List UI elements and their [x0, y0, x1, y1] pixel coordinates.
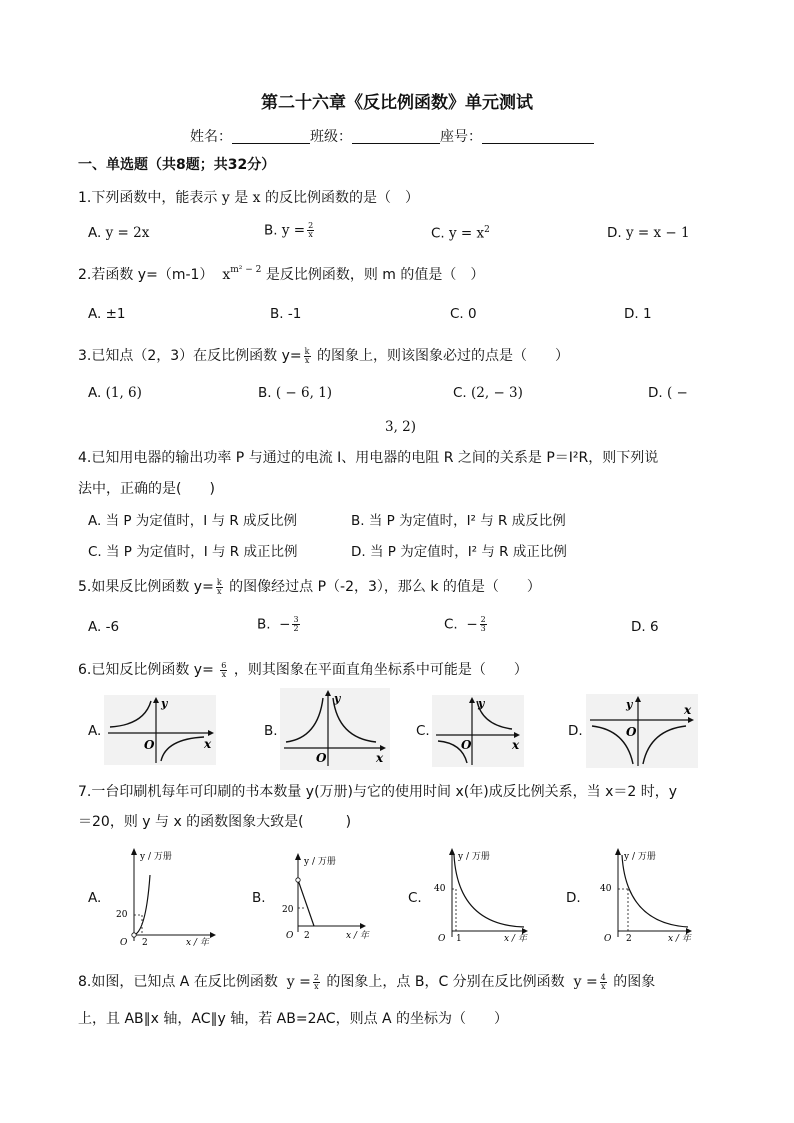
seat-blank[interactable]	[482, 129, 594, 144]
svg-text:20: 20	[116, 910, 128, 920]
q4-option-b[interactable]: B. 当 P 为定值时，I² 与 R 成反比例	[351, 513, 566, 529]
svg-text:O: O	[461, 738, 472, 752]
q6-graph-d[interactable]	[586, 694, 698, 768]
question-3-stem: 3.已知点（2，3）在反比例函数 y= $\frac{k}{x}$ 的图象上，则该图象必过的点是（ ）	[78, 346, 569, 365]
question-1-stem: 1.下列函数中，能表示 y 是 x 的反比例函数的是（ ）	[78, 190, 419, 206]
question-4-line1: 4.已知用电器的输出功率 P 与通过的电流 I、用电器的电阻 R 之间的关系是 P＝I²R，则下列说	[78, 450, 659, 466]
svg-text:y / 万册: y / 万册	[304, 857, 336, 867]
svg-text:y / 万册: y / 万册	[458, 852, 490, 862]
q6-option-c-label[interactable]: C.	[416, 723, 430, 739]
q6-graph-b[interactable]	[280, 688, 390, 770]
q3-option-c[interactable]: C. (2, − 3)	[453, 385, 523, 401]
student-info-line	[190, 126, 594, 146]
svg-text:O: O	[286, 931, 294, 941]
q7-option-c-label[interactable]: C.	[408, 890, 422, 906]
class-blank[interactable]	[352, 129, 440, 144]
q1-option-d[interactable]: D. y = x − 1	[607, 225, 690, 241]
q6-option-b-label[interactable]: B.	[264, 723, 278, 739]
q4-option-c[interactable]: C. 当 P 为定值时，I 与 R 成正比例	[88, 544, 298, 560]
name-blank[interactable]	[232, 129, 310, 144]
q3-option-d-cont: 3, 2)	[385, 419, 417, 435]
q7-graph-a[interactable]	[110, 845, 222, 947]
q7-graph-d[interactable]	[596, 845, 700, 945]
q7-graph-b[interactable]	[276, 850, 376, 944]
question-2-stem: 2.若函数 y=（m-1） $x^{m^2 - 2}$ 是反比例函数，则 m 的值是（ ）	[78, 265, 485, 283]
svg-text:x / 年: x / 年	[504, 934, 527, 944]
q1-option-a[interactable]: A. y = 2x	[88, 225, 150, 241]
svg-text:x: x	[376, 751, 384, 765]
svg-text:y: y	[161, 697, 168, 710]
q6-option-d-label[interactable]: D.	[568, 723, 583, 739]
q1-option-b[interactable]: B. y = $\frac{2}{x}$	[264, 221, 314, 239]
q3-option-d[interactable]: D. ( −	[648, 385, 688, 401]
svg-text:2: 2	[304, 931, 310, 941]
q2-option-a[interactable]: A. ±1	[88, 306, 126, 322]
svg-text:x / 年: x / 年	[186, 938, 209, 947]
svg-text:x / 年: x / 年	[346, 931, 369, 941]
q1-option-c[interactable]: C. $y = x^2$	[431, 225, 490, 242]
q3-option-b[interactable]: B. ( − 6, 1)	[258, 385, 333, 401]
svg-text:2: 2	[626, 934, 632, 944]
svg-text:O: O	[626, 725, 637, 739]
svg-text:y: y	[478, 697, 485, 710]
q3-option-a[interactable]: A. (1, 6)	[88, 385, 142, 401]
q4-option-a[interactable]: A. 当 P 为定值时，I 与 R 成反比例	[88, 513, 298, 529]
question-8-line1: 8.如图，已知点 A 在反比例函数 y = $\frac{2}{x}$ 的图象上，点 B，C 分别在反比例函数 y = $\frac{4}{x}$ 的图象	[78, 972, 656, 991]
q5-option-b[interactable]: B. − $\frac{3}{2}$	[257, 615, 299, 633]
q2-option-c[interactable]: C. 0	[450, 306, 477, 322]
svg-text:O: O	[604, 934, 612, 944]
seat-label: 座号：	[440, 129, 482, 145]
q6-graph-a[interactable]	[104, 695, 216, 765]
question-6-stem: 6.已知反比例函数 y= $\frac{6}{x}$ ，则其图象在平面直角坐标系中可能是（ ）	[78, 660, 528, 679]
q7-option-b-label[interactable]: B.	[252, 890, 266, 906]
q5-option-a[interactable]: A. -6	[88, 619, 120, 635]
question-7-line2: ＝20，则 y 与 x 的函数图象大致是( )	[78, 814, 352, 830]
svg-text:y: y	[626, 698, 633, 711]
q7-option-a-label[interactable]: A.	[88, 890, 102, 906]
question-4-line2: 法中，正确的是( )	[78, 481, 215, 497]
svg-text:x: x	[512, 738, 520, 752]
question-5-stem: 5.如果反比例函数 y= $\frac{k}{x}$ 的图像经过点 P（-2，3），那么 k 的值是（ ）	[78, 577, 541, 596]
name-label: 姓名：	[190, 129, 232, 145]
svg-text:x: x	[684, 703, 692, 717]
question-8-line2: 上，且 AB∥x 轴，AC∥y 轴，若 AB=2AC，则点 A 的坐标为（ ）	[78, 1011, 509, 1027]
q5-option-d[interactable]: D. 6	[631, 619, 659, 635]
q7-option-d-label[interactable]: D.	[566, 890, 581, 906]
page-title: 第二十六章《反比例函数》单元测试	[261, 93, 533, 113]
svg-text:1: 1	[456, 934, 462, 944]
svg-text:O: O	[120, 938, 128, 947]
q6-option-a-label[interactable]: A.	[88, 723, 102, 739]
svg-text:y / 万册: y / 万册	[140, 852, 172, 862]
q6-graph-c[interactable]	[432, 695, 524, 767]
svg-text:O: O	[316, 751, 327, 765]
svg-text:y / 万册: y / 万册	[624, 852, 656, 862]
class-label: 班级：	[310, 129, 352, 145]
svg-text:y: y	[334, 692, 341, 705]
question-7-line1: 7.一台印刷机每年可印刷的书本数量 y(万册)与它的使用时间 x(年)成反比例关系，当 x＝2 时，y	[78, 784, 678, 800]
svg-text:x: x	[204, 737, 212, 751]
q7-graph-c[interactable]	[430, 845, 536, 945]
svg-text:40: 40	[434, 884, 446, 894]
q5-option-c[interactable]: C. − $\frac{2}{3}$	[444, 615, 486, 633]
q4-option-d[interactable]: D. 当 P 为定值时，I² 与 R 成正比例	[351, 544, 567, 560]
svg-text:x / 年: x / 年	[668, 934, 691, 944]
svg-text:20: 20	[282, 905, 294, 915]
section-heading: 一、单选题（共8题；共32分）	[78, 157, 276, 173]
svg-text:O: O	[144, 738, 155, 752]
q2-option-b[interactable]: B. -1	[270, 306, 302, 322]
svg-text:2: 2	[142, 938, 148, 947]
svg-text:40: 40	[600, 884, 612, 894]
svg-text:O: O	[438, 934, 446, 944]
q2-option-d[interactable]: D. 1	[624, 306, 652, 322]
